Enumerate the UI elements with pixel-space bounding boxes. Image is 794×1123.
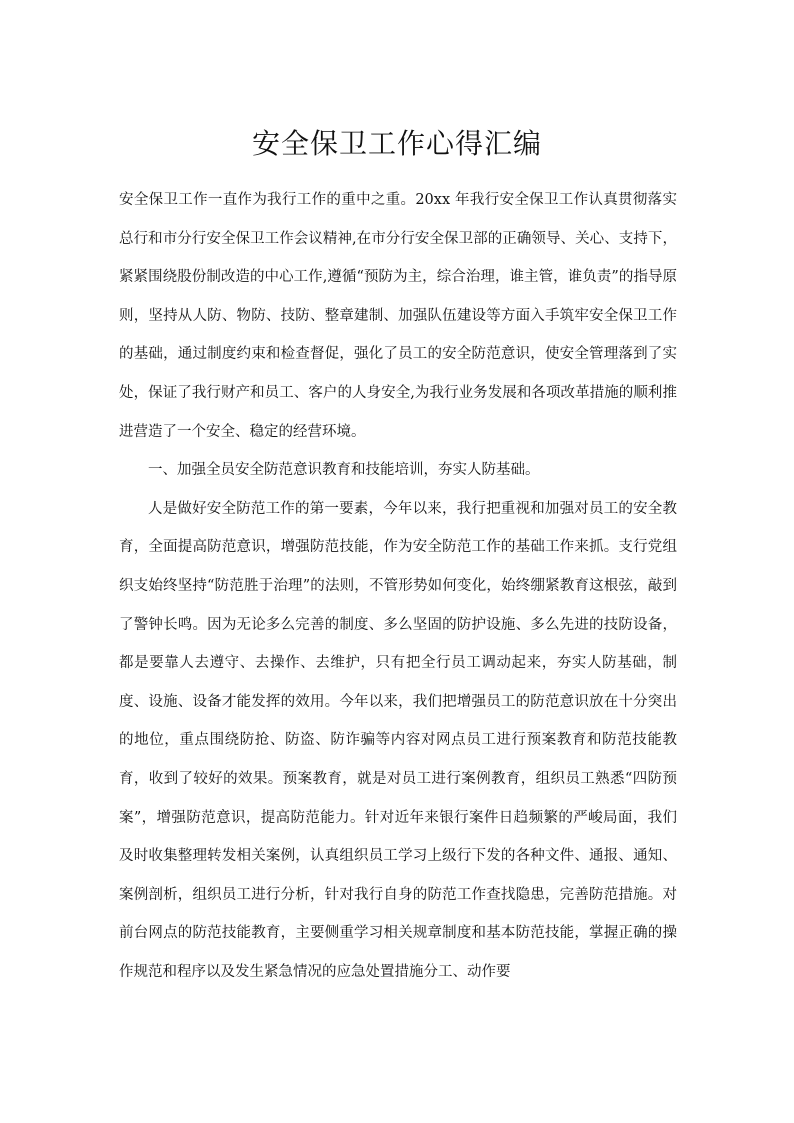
section-paragraph-1: 人是做好安全防范工作的第一要素，今年以来，我行把重视和加强对员工的安全教育，全面提高防范意识，增强防范技能，作为安全防范工作的基础工作来抓。支行党组织支始终坚持“防范胜于治理”的法则，不管形势如何变化，始终绷紧教育这根弦，敲到了警钟长鸣。因为无论多么完善的制度、多么坚固的防护设施、多么先进的技防设备，都是要靠人去遵守、去操作、去维护，只有把全行员工调动起来，夯实人防基础，制度、设施、设备才能发挥的效用。今年以来，我们把增强员工的防范意识放在十分突出的地位，重点围绕防抢、防盗、防诈骗等内容对网点员工进行预案教育和防范技能教育，收到了较好的效果。预案教育，就是对员工进行案例教育，组织员工熟悉“四防预案”，增强防范意识，提高防范能力。针对近年来银行案件日趋频繁的严峻局面，我们及时收集整理转发相关案例，认真组织员工学习上级行下发的各种文件、通报、通知、案例剖析，组织员工进行分析，针对我行自身的防范工作查找隐患，完善防范措施。对前台网点的防范技能教育，主要侧重学习相关规章制度和基本防范技能，掌握正确的操作规范和程序以及发生紧急情况的应急处置措施分工、动作要 xyxy=(119,500,677,980)
document-title: 安全保卫工作心得汇编 xyxy=(251,127,542,160)
section-heading-1: 一、加强全员安全防范意识教育和技能培训，夯实人防基础。 xyxy=(148,462,540,479)
document-body xyxy=(119,181,677,991)
intro-paragraph: 安全保卫工作一直作为我行工作的重中之重。20xx 年我行安全保卫工作认真贯彻落实总行和市分行安全保卫工作会议精神,在市分行安全保卫部的正确领导、关心、支持下，紧紧围绕股份制改造的中心工作,遵循“预防为主，综合治理，谁主管，谁负责”的指导原则，坚持从人防、物防、技防、整章建制、加强队伍建设等方面入手筑牢安全保卫工作的基础，通过制度约束和检查督促，强化了员工的安全防范意识，使安全管理落到了实处，保证了我行财产和员工、客户的人身安全,为我行业务发展和各项改革措施的顺利推进营造了一个安全、稳定的经营环境。 xyxy=(119,192,677,440)
